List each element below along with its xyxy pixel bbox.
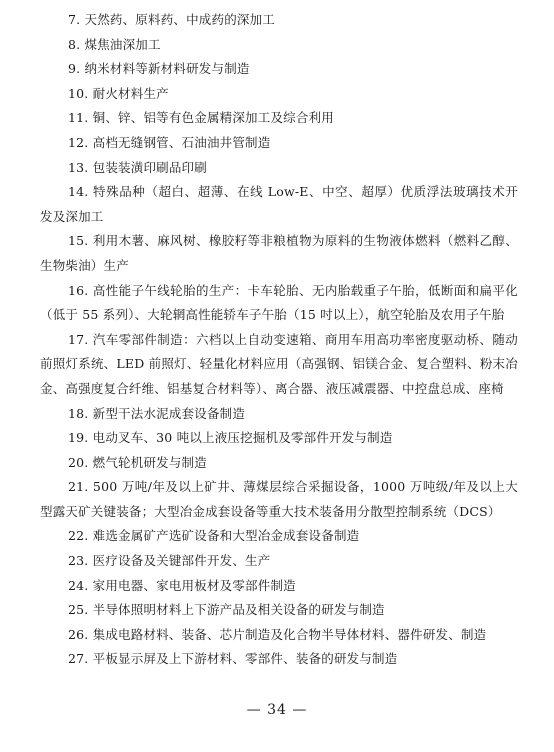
list-item: 26. 集成电路材料、装备、芯片制造及化合物半导体材料、器件研发、制造 bbox=[68, 626, 487, 642]
list-item: 15. 利用木薯、麻风树、橡胶籽等非粮植物为原料的生物液体燃料（燃料乙醇、生物柴油）生产 bbox=[40, 233, 518, 273]
list-item: 19. 电动叉车、30 吨以上液压挖掘机及零部件开发与制造 bbox=[68, 430, 393, 446]
industry-list bbox=[40, 8, 518, 672]
list-item: 9. 纳米材料等新材料研发与制造 bbox=[68, 61, 250, 77]
list-item: 18. 新型干法水泥成套设备制造 bbox=[68, 405, 246, 421]
list-item: 7. 天然药、原料药、中成药的深加工 bbox=[68, 12, 276, 27]
list-item: 17. 汽车零部件制造：六档以上自动变速箱、商用车用高功率密度驱动桥、随动前照灯系统、LED 前照灯、轻量化材料应用（高强钢、铝镁合金、复合塑料、粉末冶金、高强度复合纤维、铝基复合材料等）、离合器、液压减震器、中控盘总成、座椅 bbox=[40, 331, 518, 396]
list-item: 8. 煤焦油深加工 bbox=[68, 36, 161, 52]
page-number: — 34 — bbox=[246, 702, 308, 718]
list-item: 22. 难选金属矿产选矿设备和大型冶金成套设备制造 bbox=[68, 528, 360, 544]
list-item: 12. 高档无缝钢管、石油油井管制造 bbox=[68, 134, 271, 150]
list-item: 14. 特殊品种（超白、超薄、在线 Low-E、中空、超厚）优质浮法玻璃技术开发及深加工 bbox=[40, 184, 518, 224]
list-item: 16. 高性能子午线轮胎的生产：卡车轮胎、无内胎载重子午胎，低断面和扁平化（低于 55 系列）、大轮辋高性能轿车子午胎（15 吋以上），航空轮胎及农用子午胎 bbox=[40, 282, 518, 323]
list-item: 13. 包装装潢印刷品印刷 bbox=[68, 159, 207, 175]
list-item: 11. 铜、锌、铝等有色金属精深加工及综合利用 bbox=[68, 110, 334, 126]
list-item: 24. 家用电器、家电用板材及零部件制造 bbox=[68, 577, 296, 593]
list-item: 23. 医疗设备及关键部件开发、生产 bbox=[68, 553, 271, 569]
list-item: 25. 半导体照明材料上下游产品及相关设备的研发与制造 bbox=[68, 602, 385, 618]
list-item: 21. 500 万吨/年及以上矿井、薄煤层综合采掘设备，1000 万吨级/年及以上大型露天矿关键装备；大型冶金成套设备等重大技术装备用分散型控制系统（DCS） bbox=[40, 479, 518, 519]
list-item: 27. 平板显示屏及上下游材料、零部件、装备的研发与制造 bbox=[68, 651, 398, 667]
list-item: 20. 燃气轮机研发与制造 bbox=[68, 454, 207, 470]
list-item: 10. 耐火材料生产 bbox=[68, 85, 169, 101]
